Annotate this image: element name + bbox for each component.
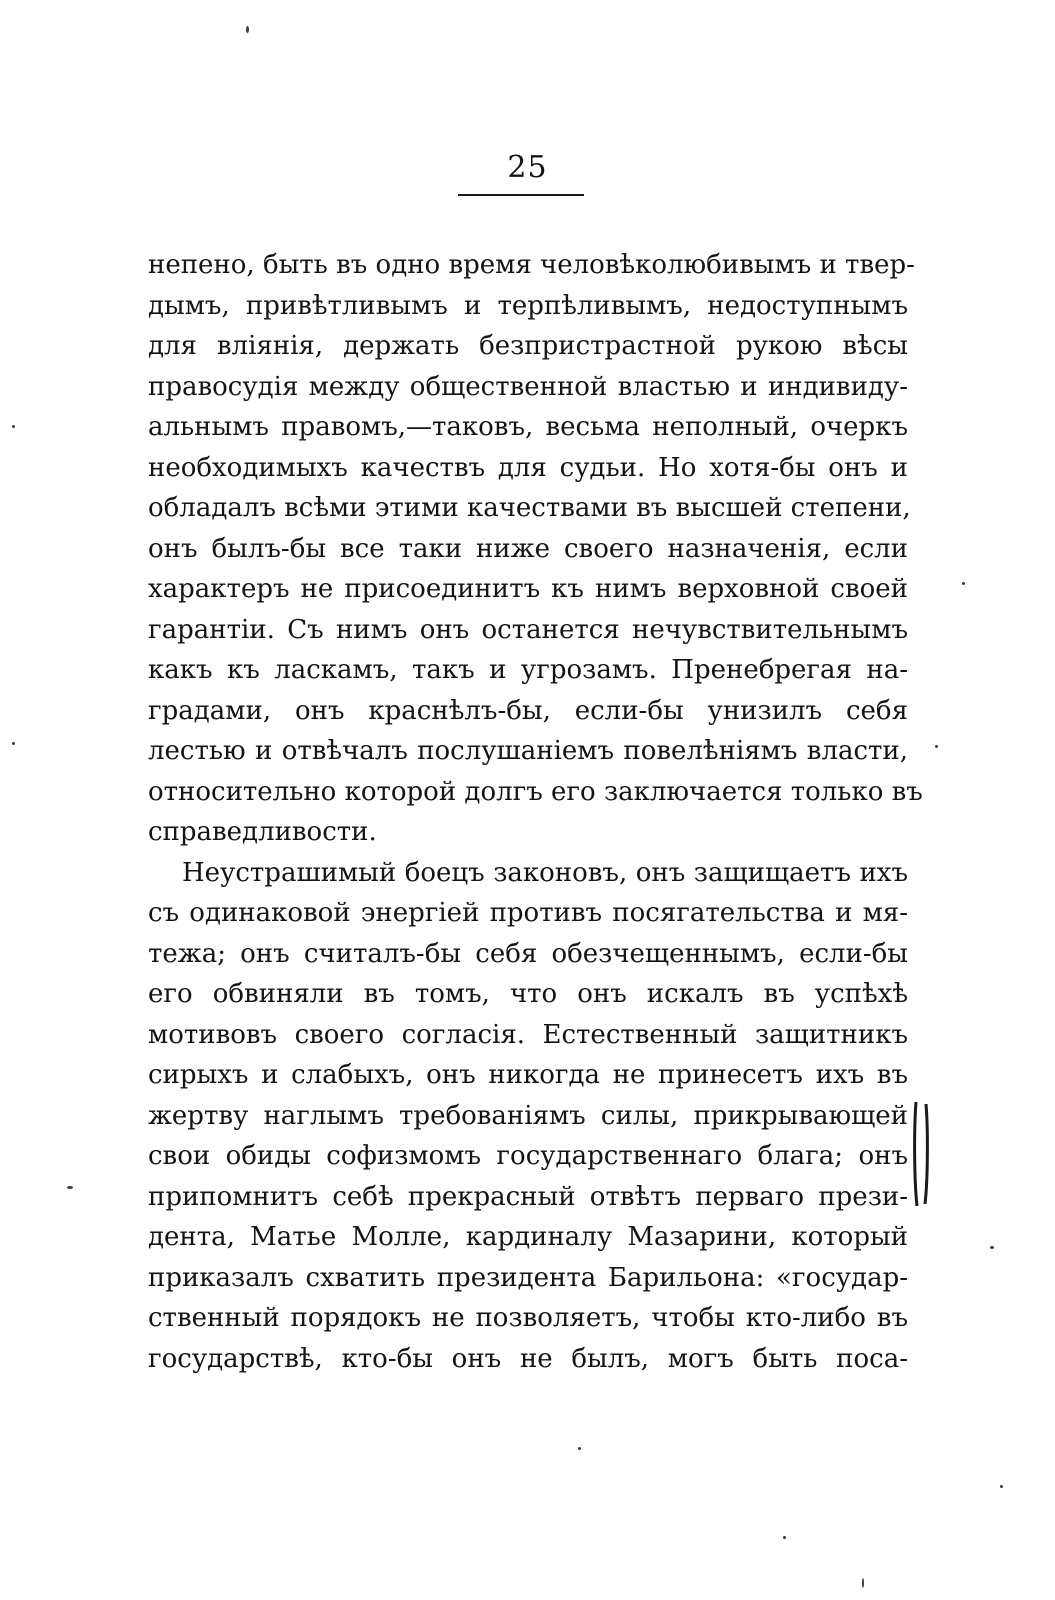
scan-speck [783, 1536, 786, 1539]
text-line: необходимыхъ качествъ для судьи. Но хотя-бы онъ и [148, 452, 908, 483]
body-text [148, 245, 923, 1379]
text-line: правосудія между общественной властью и индивиду- [148, 371, 908, 402]
text-line: характеръ не присоединитъ къ нимъ верховной своей [148, 574, 908, 604]
scan-speck [246, 26, 249, 33]
text-line: альнымъ правомъ,—таковъ, весьма неполный, очеркъ [148, 412, 908, 442]
scan-speck [12, 742, 15, 745]
scan-speck [990, 1246, 994, 1249]
margin-bracket-mark [912, 1098, 934, 1210]
text-line: какъ къ ласкамъ, такъ и угрозамъ. Пренебрегая на- [148, 655, 908, 685]
text-line: справедливости. [148, 817, 377, 847]
scan-speck [578, 1447, 581, 1450]
text-line: дымъ, привѣтливымъ и терпѣливымъ, недоступнымъ [148, 290, 908, 321]
scan-speck [862, 1578, 864, 1588]
text-line: приказалъ схватить президента Барильона: «государ- [148, 1262, 908, 1293]
text-line: для вліянія, держать безпристрастной рукою вѣсы [148, 331, 908, 361]
text-line: съ одинаковой энергіей противъ посягательства и мя- [148, 898, 908, 928]
text-line: градами, онъ краснѣлъ-бы, если-бы унизилъ себя [148, 695, 908, 726]
text-line: онъ былъ-бы все таки ниже своего назначенія, если [148, 533, 908, 564]
text-line: его обвиняли въ томъ, что онъ искалъ въ успѣхѣ [148, 979, 908, 1009]
text-line: гарантіи. Съ нимъ онъ останется нечувствительнымъ [148, 614, 908, 645]
text-line: ственный порядокъ не позволяетъ, чтобы кто-либо въ [148, 1303, 908, 1333]
text-line: непено, быть въ одно время человѣколюбивымъ и твер- [148, 250, 915, 280]
text-line: обладалъ всѣми этими качествами въ высшей степени, [148, 493, 911, 523]
header-rule [458, 194, 584, 196]
scan-speck [67, 1186, 73, 1189]
text-line: припомнитъ себѣ прекрасный отвѣтъ перваго прези- [148, 1181, 908, 1212]
paragraph-2 [148, 853, 908, 1380]
scan-speck [12, 425, 15, 428]
text-line: государствѣ, кто-бы онъ не былъ, могъ быть поса- [148, 1343, 908, 1374]
text-line: мотивовъ своего согласія. Естественный защитникъ [148, 1019, 908, 1050]
text-line: Неустрашимый боецъ законовъ, онъ защищаетъ ихъ [182, 857, 908, 888]
page-number: 25 [507, 150, 548, 185]
paragraph-1 [148, 245, 923, 853]
text-line: дента, Матье Молле, кардиналу Мазарини, который [148, 1222, 908, 1252]
scan-speck [1000, 1485, 1003, 1488]
text-line: относительно которой долгъ его заключается только въ [148, 776, 923, 807]
text-line: жертву наглымъ требованіямъ силы, прикрывающей [148, 1100, 908, 1131]
text-line: сирыхъ и слабыхъ, онъ никогда не принесетъ ихъ въ [148, 1060, 908, 1090]
text-line: тежа; онъ считалъ-бы себя обезчещеннымъ, если-бы [148, 938, 908, 969]
scan-speck [935, 745, 938, 748]
scan-speck [962, 582, 965, 585]
text-line: лестью и отвѣчалъ послушаніемъ повелѣніямъ власти, [148, 736, 908, 766]
text-line: свои обиды софизмомъ государственнаго блага; онъ [148, 1141, 908, 1171]
